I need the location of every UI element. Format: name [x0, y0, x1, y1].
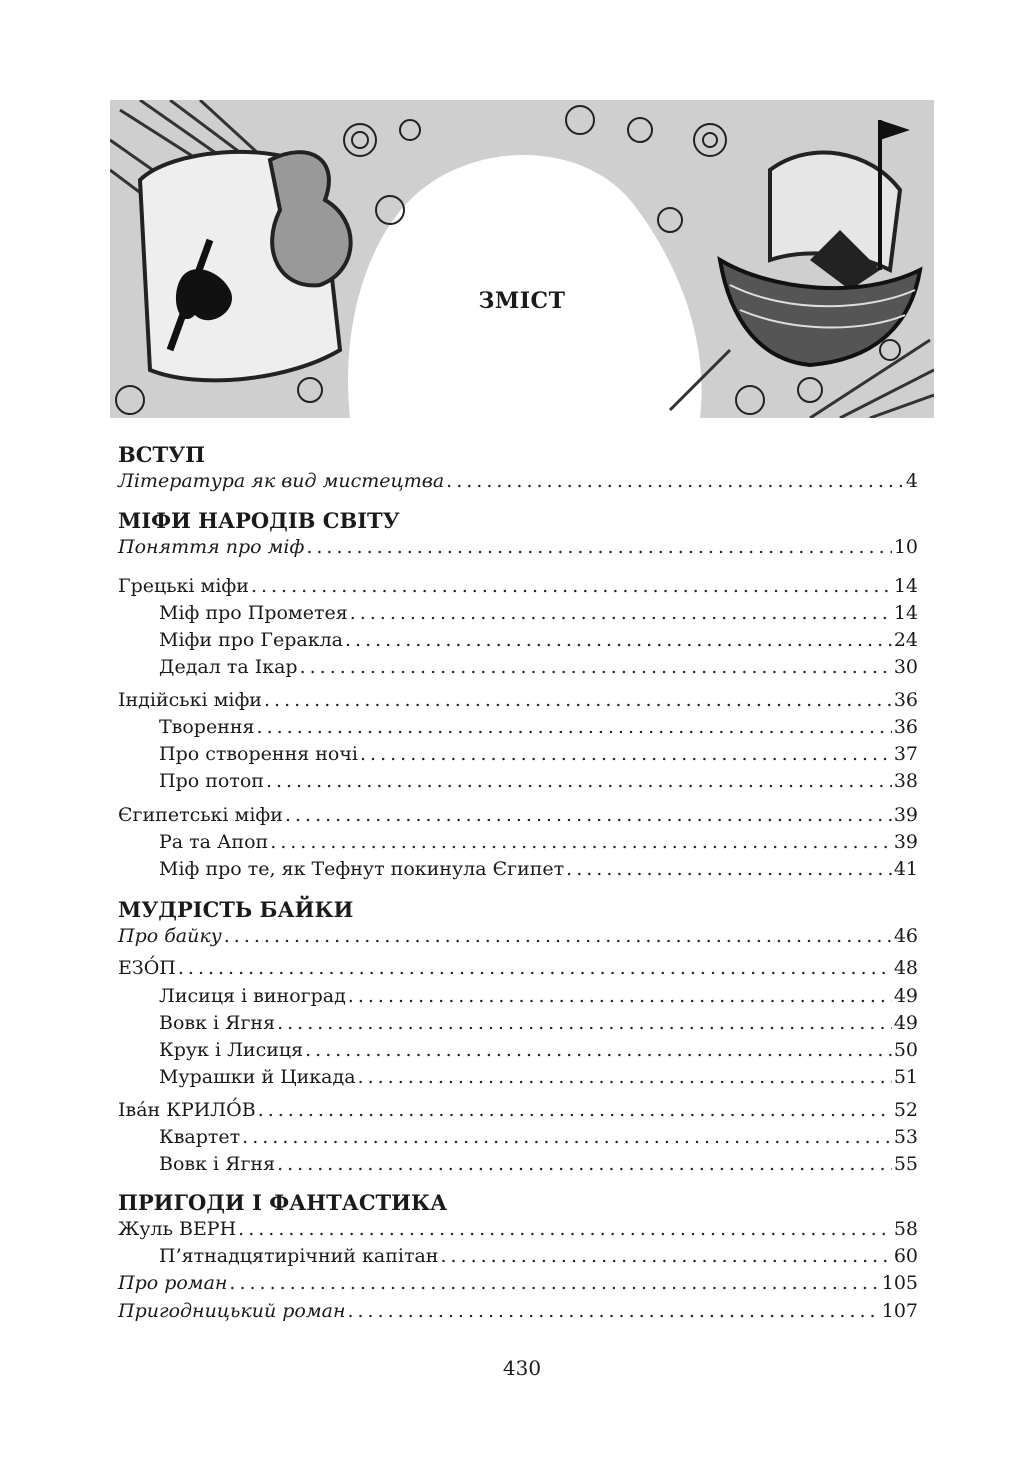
toc-entry-page: 53 [893, 1126, 918, 1148]
toc-entry-page: 52 [893, 1099, 918, 1121]
leader-dots [440, 1243, 891, 1269]
toc-entry-title: Про створення ночі [159, 743, 358, 765]
leader-dots [347, 1298, 879, 1324]
toc-entry[interactable] [118, 955, 918, 981]
toc-entry-page: 36 [893, 716, 918, 738]
toc-entry-title: Пригодницький роман [118, 1300, 346, 1322]
leader-dots [238, 1216, 892, 1242]
toc-entry-title: Література як вид мистецтва [118, 470, 445, 492]
toc-entry[interactable] [118, 802, 918, 828]
toc-entry-title: Лисиця і виноград [159, 985, 346, 1007]
leader-dots [266, 768, 892, 794]
section-heading: МІФИ НАРОДІВ СВІТУ [118, 508, 400, 533]
toc-entry[interactable] [118, 714, 918, 740]
toc-entry-page: 60 [893, 1245, 918, 1267]
toc-entry-page: 14 [893, 575, 918, 597]
page-title: ЗМІСТ [478, 288, 566, 314]
header-illustration [110, 100, 934, 418]
toc-entry-title: Про роман [118, 1272, 228, 1294]
toc-entry-title: Крук і Лисиця [159, 1039, 304, 1061]
toc-entry-title: Поняття про міф [118, 536, 305, 558]
section-heading: ПРИГОДИ І ФАНТАСТИКА [118, 1190, 448, 1215]
toc-entry-page: 51 [893, 1066, 918, 1088]
toc-entry[interactable] [118, 627, 918, 653]
toc-entry-title: Грецькі міфи [118, 575, 249, 597]
toc-entry[interactable] [118, 654, 918, 680]
page-number: 430 [502, 1356, 542, 1380]
leader-dots [178, 955, 892, 981]
toc-entry-title: Вовк і Ягня [159, 1012, 276, 1034]
leader-dots [277, 1010, 892, 1036]
toc-entry-page: 55 [893, 1153, 918, 1175]
toc-entry-page: 49 [893, 985, 918, 1007]
toc-entry-title: Міф про те, як Тефнут покинула Єгипет [159, 858, 565, 880]
toc-entry-title: Вовк і Ягня [159, 1153, 276, 1175]
toc-entry[interactable] [118, 1124, 918, 1150]
leader-dots [300, 654, 892, 680]
toc-entry-page: 39 [893, 804, 918, 826]
toc-entry-page: 50 [893, 1039, 918, 1061]
toc-entry-page: 58 [893, 1218, 918, 1240]
toc-entry-title: Іва́н КРИЛО́В [118, 1099, 256, 1121]
leader-dots [277, 1151, 892, 1177]
leader-dots [258, 1097, 892, 1123]
leader-dots [350, 600, 892, 626]
toc-entry-page: 39 [893, 831, 918, 853]
toc-entry[interactable] [118, 829, 918, 855]
toc-entry-page: 37 [893, 743, 918, 765]
toc-entry[interactable] [118, 923, 918, 949]
toc-entry-page: 10 [893, 536, 918, 558]
leader-dots [305, 1037, 892, 1063]
leader-dots [360, 741, 892, 767]
toc-entry[interactable] [118, 687, 918, 713]
toc-entry[interactable] [118, 1064, 918, 1090]
toc-entry[interactable] [118, 1298, 918, 1324]
toc-entry-page: 36 [893, 689, 918, 711]
toc-entry-title: Жуль ВЕРН [118, 1218, 237, 1240]
toc-entry[interactable] [118, 856, 918, 882]
toc-entry[interactable] [118, 1216, 918, 1242]
toc-entry-title: Індійські міфи [118, 689, 262, 711]
toc-entry[interactable] [118, 600, 918, 626]
toc-entry[interactable] [118, 573, 918, 599]
toc-entry-title: Ра та Апоп [159, 831, 269, 853]
toc-entry-page: 24 [893, 629, 918, 651]
toc-entry-title: Єгипетські міфи [118, 804, 283, 826]
toc-entry-title: Дедал та Ікар [159, 656, 298, 678]
toc-entry[interactable] [118, 1097, 918, 1123]
toc-entry-page: 105 [881, 1272, 918, 1294]
toc-entry-title: Мурашки й Цикада [159, 1066, 356, 1088]
toc-entry-title: Квартет [159, 1126, 241, 1148]
toc-entry-title: Творення [159, 716, 255, 738]
toc-entry[interactable] [118, 768, 918, 794]
toc-entry-title: Про потоп [159, 770, 264, 792]
toc-entry[interactable] [118, 1151, 918, 1177]
section-heading: ВСТУП [118, 442, 205, 467]
toc-entry[interactable] [118, 468, 918, 494]
toc-entry-page: 4 [905, 470, 918, 492]
leader-dots [306, 534, 891, 560]
leader-dots [285, 802, 892, 828]
leader-dots [264, 687, 892, 713]
leader-dots [224, 923, 892, 949]
toc-entry-page: 107 [881, 1300, 918, 1322]
leader-dots [229, 1270, 879, 1296]
leader-dots [446, 468, 904, 494]
toc-entry-page: 48 [893, 957, 918, 979]
section-heading: МУДРІСТЬ БАЙКИ [118, 897, 354, 922]
toc-entry[interactable] [118, 1270, 918, 1296]
toc-entry-title: Про байку [118, 925, 222, 947]
leader-dots [242, 1124, 892, 1150]
toc-entry-title: Міфи про Геракла [159, 629, 343, 651]
leader-dots [257, 714, 892, 740]
toc-entry[interactable] [118, 983, 918, 1009]
leader-dots [345, 627, 892, 653]
toc-entry-page: 14 [893, 602, 918, 624]
toc-entry[interactable] [118, 1243, 918, 1269]
leader-dots [358, 1064, 892, 1090]
toc-entry[interactable] [118, 1010, 918, 1036]
toc-entry-title: Міф про Прометея [159, 602, 348, 624]
toc-entry-page: 46 [893, 925, 918, 947]
leader-dots [270, 829, 892, 855]
toc-entry[interactable] [118, 741, 918, 767]
toc-entry-page: 49 [893, 1012, 918, 1034]
toc-entry-page: 41 [893, 858, 918, 880]
leader-dots [566, 856, 892, 882]
toc-entry-title: П’ятнадцятирічний капітан [159, 1245, 439, 1267]
toc-entry-title: ЕЗО́П [118, 957, 176, 979]
toc-entry[interactable] [118, 534, 918, 560]
toc-entry[interactable] [118, 1037, 918, 1063]
toc-entry-page: 38 [893, 770, 918, 792]
leader-dots [251, 573, 892, 599]
leader-dots [348, 983, 892, 1009]
toc-entry-page: 30 [893, 656, 918, 678]
